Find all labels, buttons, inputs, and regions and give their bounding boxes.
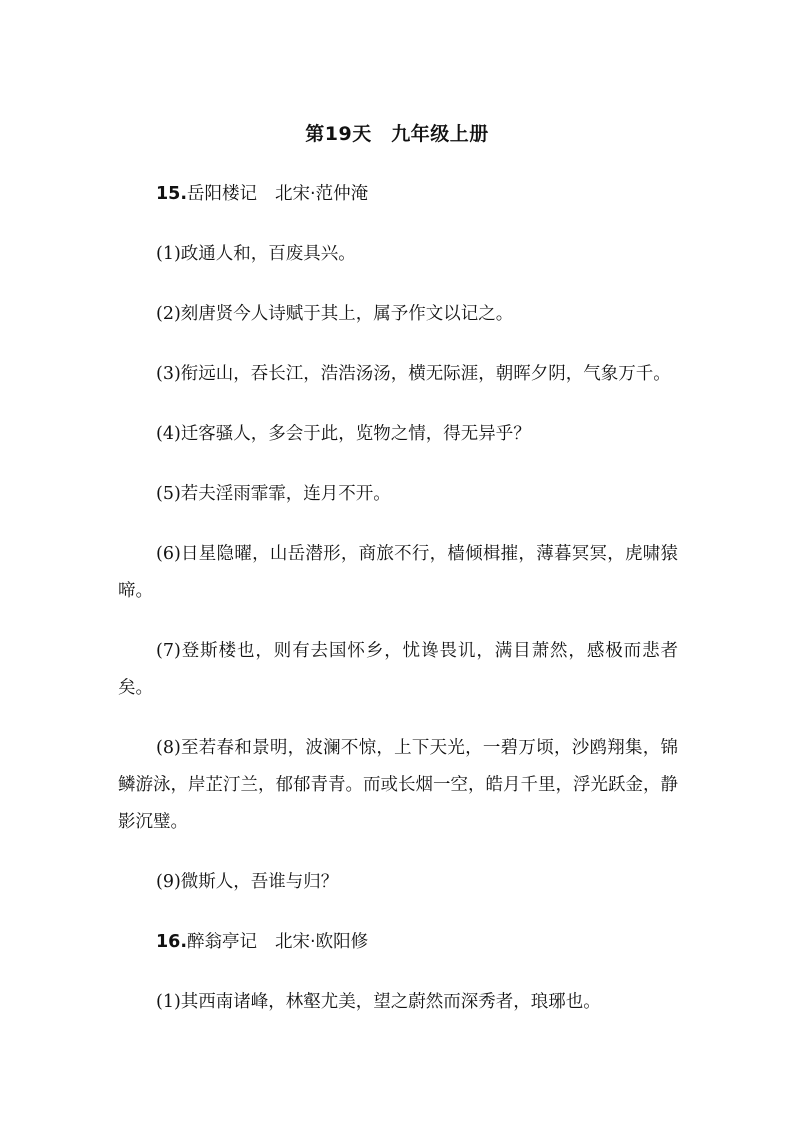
verse-line: (1)其西南诸峰，林壑尤美，望之蔚然而深秀者，琅琊也。: [156, 992, 601, 1012]
verse-line: (1)政通人和，百废具兴。: [156, 244, 356, 264]
section-heading-16: [118, 924, 678, 961]
verse-line: (2)刻唐贤今人诗赋于其上，属予作文以记之。: [156, 304, 514, 324]
section-title: 岳阳楼记: [187, 184, 258, 204]
verse-line: (3)衔远山，吞长江，浩浩汤汤，横无际涯，朝晖夕阴，气象万千。: [156, 364, 671, 384]
verse-line: (9)微斯人，吾谁与归？: [156, 872, 339, 892]
verse-line: (5)若夫淫雨霏霏，连月不开。: [156, 484, 391, 504]
section-title: 醉翁亭记: [187, 932, 258, 952]
verse-line: (7)登斯楼也，则有去国怀乡，忧谗畏讥，满目萧然，感极而悲者矣。: [118, 641, 678, 698]
page-title: 第19天 九年级上册: [305, 123, 489, 145]
section-author: 北宋·欧阳修: [275, 932, 369, 952]
section-number: 16.: [156, 932, 188, 952]
verse-line: (4)迁客骚人，多会于此，览物之情，得无异乎？: [156, 424, 531, 444]
section-author: 北宋·范仲淹: [275, 184, 369, 204]
verse-line: (8)至若春和景明，波澜不惊，上下天光，一碧万顷，沙鸥翔集，锦鳞游泳，岸芷汀兰，郁郁青青。而或长烟一空，皓月千里，浮光跃金，静影沉璧。: [118, 738, 678, 832]
section-heading-15: [118, 176, 678, 213]
verse-line: (6)日星隐曜，山岳潜形，商旅不行，樯倾楫摧，薄暮冥冥，虎啸猿啼。: [118, 544, 678, 601]
document-body: [118, 176, 678, 1044]
section-number: 15.: [156, 184, 188, 204]
